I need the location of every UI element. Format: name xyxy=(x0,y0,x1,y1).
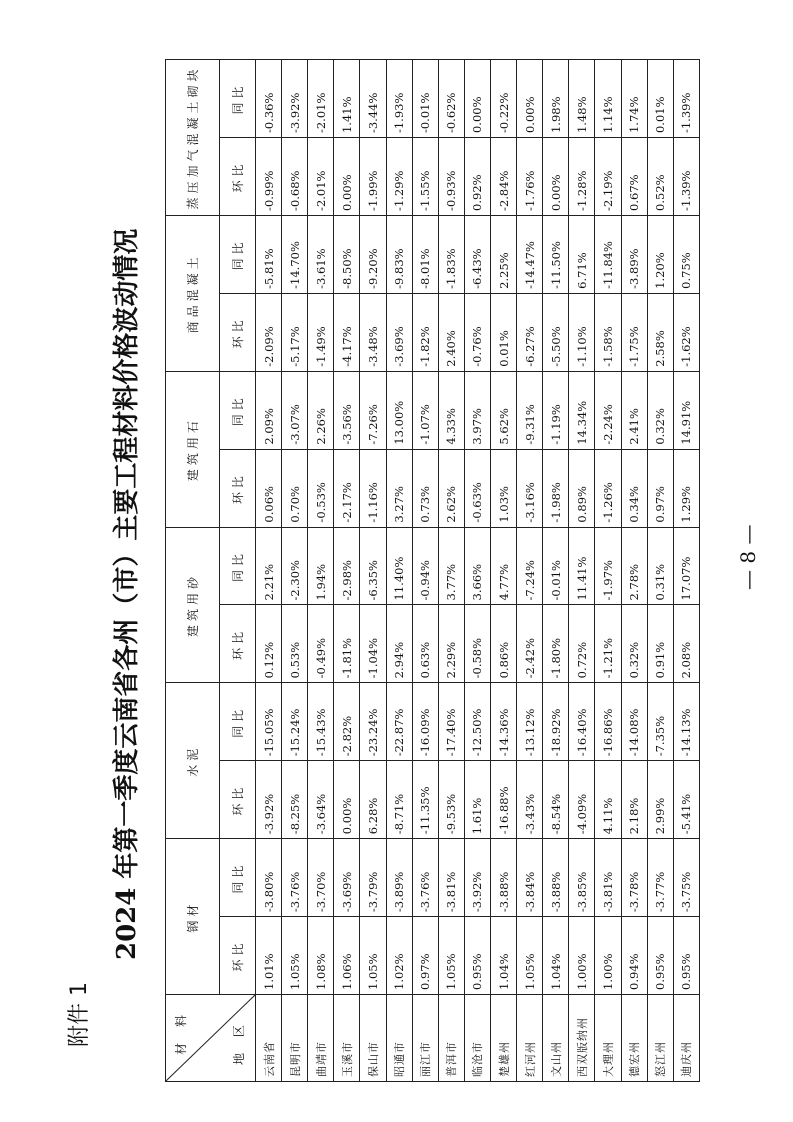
value-cell: 1.05% xyxy=(517,917,543,995)
value-cell: -0.53% xyxy=(308,449,334,527)
value-cell: -7.35% xyxy=(647,683,673,761)
value-cell: -14.13% xyxy=(673,683,699,761)
value-cell: 1.20% xyxy=(647,215,673,293)
value-cell: 4.33% xyxy=(438,371,464,449)
table-row xyxy=(308,60,334,1082)
table-row xyxy=(412,60,438,1082)
value-cell: -14.47% xyxy=(517,215,543,293)
value-cell: -11.50% xyxy=(543,215,569,293)
region-cell: 临沧市 xyxy=(464,995,490,1082)
value-cell: 1.03% xyxy=(490,449,516,527)
value-cell: -1.81% xyxy=(334,605,360,683)
value-cell: 3.97% xyxy=(464,371,490,449)
region-cell: 昭通市 xyxy=(386,995,412,1082)
value-cell: -23.24% xyxy=(360,683,386,761)
value-cell: -2.82% xyxy=(334,683,360,761)
value-cell: -17.40% xyxy=(438,683,464,761)
value-cell: -7.26% xyxy=(360,371,386,449)
value-cell: -0.49% xyxy=(308,605,334,683)
material-header-sand: 建筑用砂 xyxy=(166,527,220,683)
value-cell: -3.78% xyxy=(621,839,647,917)
sub-header-mom: 环比 xyxy=(220,293,256,371)
value-cell: 0.95% xyxy=(647,917,673,995)
value-cell: 3.27% xyxy=(386,449,412,527)
value-cell: 5.62% xyxy=(490,371,516,449)
sub-header-yoy: 同比 xyxy=(220,683,256,761)
value-cell: -16.88% xyxy=(490,761,516,839)
region-cell: 普洱市 xyxy=(438,995,464,1082)
table-row xyxy=(490,60,516,1082)
value-cell: -3.92% xyxy=(282,60,308,138)
value-cell: -1.98% xyxy=(543,449,569,527)
value-cell: -1.28% xyxy=(569,138,595,216)
region-cell: 楚雄州 xyxy=(490,995,516,1082)
value-cell: -15.43% xyxy=(308,683,334,761)
value-cell: -8.01% xyxy=(412,215,438,293)
value-cell: -3.69% xyxy=(386,293,412,371)
value-cell: 1.02% xyxy=(386,917,412,995)
value-cell: -3.64% xyxy=(308,761,334,839)
value-cell: -1.26% xyxy=(595,449,621,527)
value-cell: -1.75% xyxy=(621,293,647,371)
value-cell: 0.34% xyxy=(621,449,647,527)
value-cell: -11.35% xyxy=(412,761,438,839)
value-cell: -1.19% xyxy=(543,371,569,449)
value-cell: 13.00% xyxy=(386,371,412,449)
value-cell: 1.05% xyxy=(282,917,308,995)
value-cell: -2.42% xyxy=(517,605,543,683)
sub-header-yoy: 同比 xyxy=(220,527,256,605)
value-cell: -1.58% xyxy=(595,293,621,371)
value-cell: -3.07% xyxy=(282,371,308,449)
value-cell: -3.48% xyxy=(360,293,386,371)
value-cell: 0.89% xyxy=(569,449,595,527)
table-row xyxy=(543,60,569,1082)
value-cell: 2.41% xyxy=(621,371,647,449)
material-header-aerated-block: 蒸压加气混凝土砌块 xyxy=(166,60,220,216)
value-cell: 2.25% xyxy=(490,215,516,293)
value-cell: -6.27% xyxy=(517,293,543,371)
value-cell: 6.71% xyxy=(569,215,595,293)
value-cell: -8.71% xyxy=(386,761,412,839)
value-cell: 3.66% xyxy=(464,527,490,605)
value-cell: -0.22% xyxy=(490,60,516,138)
value-cell: -3.76% xyxy=(412,839,438,917)
value-cell: -2.30% xyxy=(282,527,308,605)
value-cell: 4.77% xyxy=(490,527,516,605)
value-cell: 0.00% xyxy=(464,60,490,138)
table-row xyxy=(256,60,282,1082)
value-cell: 0.00% xyxy=(543,138,569,216)
sub-header-yoy: 同比 xyxy=(220,371,256,449)
region-cell: 德宏州 xyxy=(621,995,647,1082)
sub-header-mom: 环比 xyxy=(220,449,256,527)
value-cell: -3.77% xyxy=(647,839,673,917)
value-cell: 0.00% xyxy=(334,761,360,839)
value-cell: 1.98% xyxy=(543,60,569,138)
value-cell: 14.34% xyxy=(569,371,595,449)
table-row xyxy=(647,60,673,1082)
value-cell: -3.79% xyxy=(360,839,386,917)
region-cell: 云南省 xyxy=(256,995,282,1082)
value-cell: -2.17% xyxy=(334,449,360,527)
region-cell: 怒江州 xyxy=(647,995,673,1082)
sub-header-row xyxy=(220,60,256,1082)
region-cell: 迪庆州 xyxy=(673,995,699,1082)
value-cell: -3.84% xyxy=(517,839,543,917)
value-cell: -15.24% xyxy=(282,683,308,761)
value-cell: 2.29% xyxy=(438,605,464,683)
value-cell: -1.80% xyxy=(543,605,569,683)
value-cell: -3.16% xyxy=(517,449,543,527)
value-cell: 0.97% xyxy=(412,917,438,995)
value-cell: 1.61% xyxy=(464,761,490,839)
price-table-container xyxy=(165,59,700,1082)
value-cell: -3.92% xyxy=(464,839,490,917)
sub-header-yoy: 同比 xyxy=(220,215,256,293)
value-cell: -0.99% xyxy=(256,138,282,216)
value-cell: 1.14% xyxy=(595,60,621,138)
table-row xyxy=(517,60,543,1082)
value-cell: 1.00% xyxy=(569,917,595,995)
sub-header-mom: 环比 xyxy=(220,138,256,216)
value-cell: -2.98% xyxy=(334,527,360,605)
value-cell: 1.29% xyxy=(673,449,699,527)
value-cell: -3.44% xyxy=(360,60,386,138)
value-cell: -3.92% xyxy=(256,761,282,839)
value-cell: 1.06% xyxy=(334,917,360,995)
value-cell: 3.77% xyxy=(438,527,464,605)
sub-header-mom: 环比 xyxy=(220,761,256,839)
value-cell: -22.87% xyxy=(386,683,412,761)
value-cell: -16.86% xyxy=(595,683,621,761)
value-cell: -9.83% xyxy=(386,215,412,293)
value-cell: 1.48% xyxy=(569,60,595,138)
value-cell: -0.62% xyxy=(438,60,464,138)
value-cell: -1.16% xyxy=(360,449,386,527)
value-cell: -14.08% xyxy=(621,683,647,761)
value-cell: -14.70% xyxy=(282,215,308,293)
value-cell: -1.83% xyxy=(438,215,464,293)
value-cell: 2.40% xyxy=(438,293,464,371)
value-cell: 1.04% xyxy=(543,917,569,995)
corner-region-label: 地 区 xyxy=(232,1019,246,1065)
region-cell: 红河州 xyxy=(517,995,543,1082)
value-cell: 0.00% xyxy=(334,138,360,216)
value-cell: 2.26% xyxy=(308,371,334,449)
region-cell: 曲靖市 xyxy=(308,995,334,1082)
value-cell: 2.62% xyxy=(438,449,464,527)
value-cell: -9.31% xyxy=(517,371,543,449)
value-cell: -9.20% xyxy=(360,215,386,293)
value-cell: -6.43% xyxy=(464,215,490,293)
value-cell: 1.04% xyxy=(490,917,516,995)
value-cell: -0.01% xyxy=(543,527,569,605)
value-cell: -3.56% xyxy=(334,371,360,449)
value-cell: 11.41% xyxy=(569,527,595,605)
value-cell: 1.00% xyxy=(595,917,621,995)
value-cell: -1.39% xyxy=(673,138,699,216)
value-cell: -13.12% xyxy=(517,683,543,761)
value-cell: -3.85% xyxy=(569,839,595,917)
value-cell: -3.89% xyxy=(386,839,412,917)
value-cell: -3.43% xyxy=(517,761,543,839)
table-row xyxy=(673,60,699,1082)
value-cell: 0.32% xyxy=(621,605,647,683)
region-cell: 保山市 xyxy=(360,995,386,1082)
value-cell: 2.78% xyxy=(621,527,647,605)
value-cell: -1.49% xyxy=(308,293,334,371)
price-fluctuation-table xyxy=(165,59,700,1082)
value-cell: -9.53% xyxy=(438,761,464,839)
value-cell: 0.06% xyxy=(256,449,282,527)
value-cell: -0.36% xyxy=(256,60,282,138)
value-cell: 0.53% xyxy=(282,605,308,683)
value-cell: -1.55% xyxy=(412,138,438,216)
value-cell: -1.99% xyxy=(360,138,386,216)
value-cell: 0.72% xyxy=(569,605,595,683)
value-cell: -8.54% xyxy=(543,761,569,839)
value-cell: -1.10% xyxy=(569,293,595,371)
table-body xyxy=(256,60,700,1082)
table-row xyxy=(334,60,360,1082)
value-cell: 0.67% xyxy=(621,138,647,216)
value-cell: 0.94% xyxy=(621,917,647,995)
value-cell: -3.70% xyxy=(308,839,334,917)
value-cell: -11.84% xyxy=(595,215,621,293)
page-number: — 8 — xyxy=(736,524,760,590)
value-cell: 0.86% xyxy=(490,605,516,683)
sub-header-yoy: 同比 xyxy=(220,839,256,917)
value-cell: -1.39% xyxy=(673,60,699,138)
value-cell: -5.81% xyxy=(256,215,282,293)
value-cell: 2.58% xyxy=(647,293,673,371)
value-cell: 17.07% xyxy=(673,527,699,605)
sub-header-mom: 环比 xyxy=(220,917,256,995)
value-cell: -3.69% xyxy=(334,839,360,917)
table-row xyxy=(595,60,621,1082)
value-cell: -4.17% xyxy=(334,293,360,371)
value-cell: -1.29% xyxy=(386,138,412,216)
value-cell: -16.40% xyxy=(569,683,595,761)
sub-header-yoy: 同比 xyxy=(220,60,256,138)
value-cell: -0.63% xyxy=(464,449,490,527)
value-cell: 0.91% xyxy=(647,605,673,683)
value-cell: -6.35% xyxy=(360,527,386,605)
value-cell: -1.93% xyxy=(386,60,412,138)
value-cell: 0.32% xyxy=(647,371,673,449)
region-cell: 昆明市 xyxy=(282,995,308,1082)
value-cell: -5.17% xyxy=(282,293,308,371)
value-cell: 2.18% xyxy=(621,761,647,839)
table-corner-cell xyxy=(166,995,256,1082)
value-cell: -1.62% xyxy=(673,293,699,371)
table-row xyxy=(569,60,595,1082)
sub-header-mom: 环比 xyxy=(220,605,256,683)
value-cell: 0.95% xyxy=(464,917,490,995)
region-cell: 文山州 xyxy=(543,995,569,1082)
value-cell: -2.01% xyxy=(308,60,334,138)
value-cell: -3.75% xyxy=(673,839,699,917)
table-row xyxy=(360,60,386,1082)
value-cell: 0.12% xyxy=(256,605,282,683)
value-cell: 0.01% xyxy=(490,293,516,371)
value-cell: -0.93% xyxy=(438,138,464,216)
value-cell: -4.09% xyxy=(569,761,595,839)
value-cell: -2.01% xyxy=(308,138,334,216)
table-row xyxy=(386,60,412,1082)
value-cell: 0.01% xyxy=(647,60,673,138)
value-cell: -0.94% xyxy=(412,527,438,605)
region-cell: 西双版纳州 xyxy=(569,995,595,1082)
corner-material-label: 材 料 xyxy=(174,1009,188,1055)
value-cell: -3.61% xyxy=(308,215,334,293)
value-cell: 0.63% xyxy=(412,605,438,683)
value-cell: -1.21% xyxy=(595,605,621,683)
value-cell: -0.58% xyxy=(464,605,490,683)
value-cell: 2.09% xyxy=(256,371,282,449)
value-cell: 6.28% xyxy=(360,761,386,839)
value-cell: -16.09% xyxy=(412,683,438,761)
value-cell: -2.09% xyxy=(256,293,282,371)
value-cell: 2.21% xyxy=(256,527,282,605)
value-cell: 1.05% xyxy=(438,917,464,995)
value-cell: 1.01% xyxy=(256,917,282,995)
value-cell: -0.68% xyxy=(282,138,308,216)
material-header-steel: 钢材 xyxy=(166,839,220,995)
page-title: 2024 年第一季度云南省各州（市）主要工程材料价格波动情况 xyxy=(112,228,142,960)
value-cell: 14.91% xyxy=(673,371,699,449)
table-row xyxy=(438,60,464,1082)
table-row xyxy=(282,60,308,1082)
value-cell: -2.19% xyxy=(595,138,621,216)
attachment-label: 附件 1 xyxy=(67,982,92,1047)
value-cell: -3.88% xyxy=(543,839,569,917)
value-cell: 0.52% xyxy=(647,138,673,216)
value-cell: -2.24% xyxy=(595,371,621,449)
value-cell: -8.25% xyxy=(282,761,308,839)
value-cell: 0.73% xyxy=(412,449,438,527)
value-cell: 0.75% xyxy=(673,215,699,293)
value-cell: 1.41% xyxy=(334,60,360,138)
value-cell: 1.74% xyxy=(621,60,647,138)
value-cell: 0.95% xyxy=(673,917,699,995)
value-cell: -5.50% xyxy=(543,293,569,371)
value-cell: 1.05% xyxy=(360,917,386,995)
value-cell: 11.40% xyxy=(386,527,412,605)
value-cell: -15.05% xyxy=(256,683,282,761)
material-header-stone: 建筑用石 xyxy=(166,371,220,527)
value-cell: 0.92% xyxy=(464,138,490,216)
material-header-concrete: 商品混凝土 xyxy=(166,215,220,371)
value-cell: -1.04% xyxy=(360,605,386,683)
value-cell: -0.76% xyxy=(464,293,490,371)
value-cell: -0.01% xyxy=(412,60,438,138)
material-header-cement: 水泥 xyxy=(166,683,220,839)
value-cell: -3.88% xyxy=(490,839,516,917)
value-cell: -3.81% xyxy=(438,839,464,917)
value-cell: 2.94% xyxy=(386,605,412,683)
region-cell: 玉溪市 xyxy=(334,995,360,1082)
value-cell: 4.11% xyxy=(595,761,621,839)
value-cell: -1.82% xyxy=(412,293,438,371)
value-cell: -2.84% xyxy=(490,138,516,216)
value-cell: 0.31% xyxy=(647,527,673,605)
value-cell: -1.76% xyxy=(517,138,543,216)
value-cell: -3.81% xyxy=(595,839,621,917)
region-cell: 大理州 xyxy=(595,995,621,1082)
value-cell: 0.70% xyxy=(282,449,308,527)
value-cell: -14.36% xyxy=(490,683,516,761)
value-cell: -3.89% xyxy=(621,215,647,293)
table-row xyxy=(464,60,490,1082)
value-cell: -3.80% xyxy=(256,839,282,917)
value-cell: -3.76% xyxy=(282,839,308,917)
value-cell: -1.97% xyxy=(595,527,621,605)
value-cell: -1.07% xyxy=(412,371,438,449)
region-cell: 丽江市 xyxy=(412,995,438,1082)
value-cell: 1.08% xyxy=(308,917,334,995)
value-cell: 2.99% xyxy=(647,761,673,839)
value-cell: -7.24% xyxy=(517,527,543,605)
value-cell: 0.00% xyxy=(517,60,543,138)
value-cell: -18.92% xyxy=(543,683,569,761)
value-cell: 1.94% xyxy=(308,527,334,605)
value-cell: -12.50% xyxy=(464,683,490,761)
value-cell: 0.97% xyxy=(647,449,673,527)
table-row xyxy=(621,60,647,1082)
value-cell: -5.41% xyxy=(673,761,699,839)
value-cell: -8.50% xyxy=(334,215,360,293)
value-cell: 2.08% xyxy=(673,605,699,683)
